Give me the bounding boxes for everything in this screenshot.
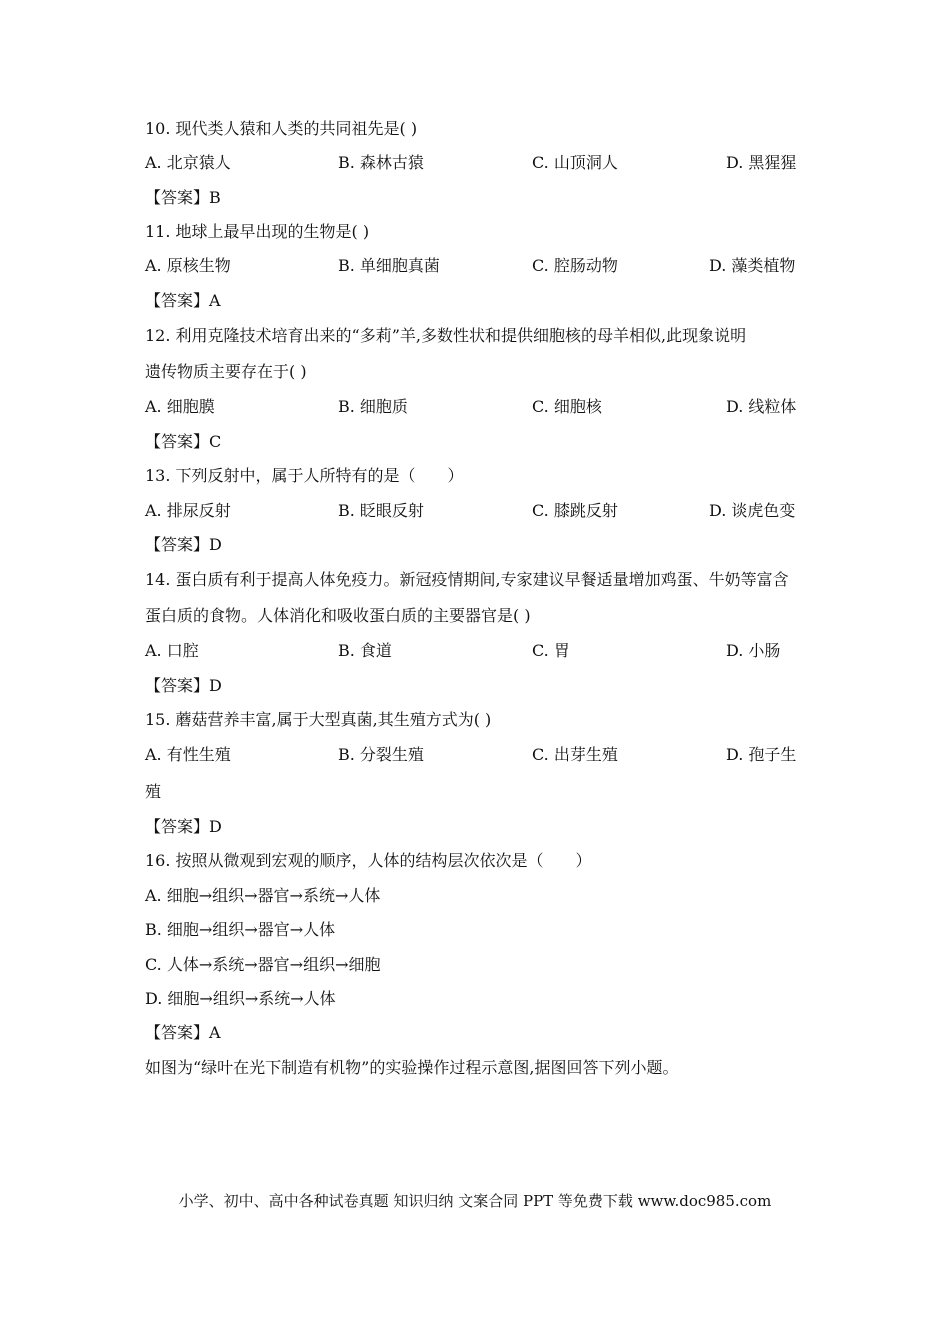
question-10-option-a: A. 北京猿人 [145,153,231,172]
question-12-option-c: C. 细胞核 [532,397,602,416]
question-12-option-a: A. 细胞膜 [145,397,215,416]
question-11-option-d: D. 藻类植物 [709,256,796,275]
question-16-option-a: A. 细胞→组织→器官→系统→人体 [145,886,381,905]
question-11-option-c: C. 腔肠动物 [532,256,618,275]
question-15-option-d-wrap: 殖 [145,782,162,801]
question-14-stem-line-2: 蛋白质的食物。人体消化和吸收蛋白质的主要器官是( ) [145,606,531,625]
question-14-option-d: D. 小肠 [726,641,781,660]
question-15-stem: 15. 蘑菇营养丰富,属于大型真菌,其生殖方式为( ) [145,710,492,729]
question-16-answer: 【答案】A [145,1023,221,1042]
question-10-answer: 【答案】B [145,188,221,207]
question-12-stem-line-2: 遗传物质主要存在于( ) [145,362,307,381]
question-14-option-a: A. 口腔 [145,641,199,660]
question-10-option-d: D. 黑猩猩 [726,153,797,172]
question-13-answer: 【答案】D [145,535,222,554]
question-16-stem: 16. 按照从微观到宏观的顺序，人体的结构层次依次是（ ） [145,851,592,870]
question-12-answer: 【答案】C [145,432,222,451]
question-11-option-b: B. 单细胞真菌 [338,256,440,275]
question-15-option-c: C. 出芽生殖 [532,745,618,764]
question-13-stem: 13. 下列反射中，属于人所特有的是（ ） [145,466,464,485]
question-15-option-d: D. 孢子生 [726,745,797,764]
question-12-stem-line-1: 12. 利用克隆技术培育出来的“多莉”羊,多数性状和提供细胞核的母羊相似,此现象说明 [145,326,747,345]
question-15-option-b: B. 分裂生殖 [338,745,424,764]
question-14-answer: 【答案】D [145,676,222,695]
question-11-answer: 【答案】A [145,291,221,310]
question-10-stem: 10. 现代类人猿和人类的共同祖先是( ) [145,119,418,138]
question-13-option-d: D. 谈虎色变 [709,501,796,520]
question-16-option-c: C. 人体→系统→器官→组织→细胞 [145,955,381,974]
page-footer: 小学、初中、高中各种试卷真题 知识归纳 文案合同 PPT 等免费下载 www.doc985.com [178,1192,772,1210]
question-15-option-a: A. 有性生殖 [145,745,231,764]
question-10-option-c: C. 山顶洞人 [532,153,618,172]
question-14-option-b: B. 食道 [338,641,392,660]
question-13-option-a: A. 排尿反射 [145,501,231,520]
figure-intro-text: 如图为“绿叶在光下制造有机物”的实验操作过程示意图,据图回答下列小题。 [145,1058,679,1077]
question-14-stem-line-1: 14. 蛋白质有利于提高人体免疫力。新冠疫情期间,专家建议早餐适量增加鸡蛋、牛奶等富含 [145,570,789,589]
question-13-option-b: B. 眨眼反射 [338,501,424,520]
question-11-option-a: A. 原核生物 [145,256,231,275]
question-12-option-d: D. 线粒体 [726,397,797,416]
question-16-option-d: D. 细胞→组织→系统→人体 [145,989,336,1008]
question-12-option-b: B. 细胞质 [338,397,408,416]
question-14-option-c: C. 胃 [532,641,570,660]
question-11-stem: 11. 地球上最早出现的生物是( ) [145,222,370,241]
question-10-option-b: B. 森林古猿 [338,153,424,172]
question-13-option-c: C. 膝跳反射 [532,501,618,520]
question-16-option-b: B. 细胞→组织→器官→人体 [145,920,336,939]
question-15-answer: 【答案】D [145,817,222,836]
